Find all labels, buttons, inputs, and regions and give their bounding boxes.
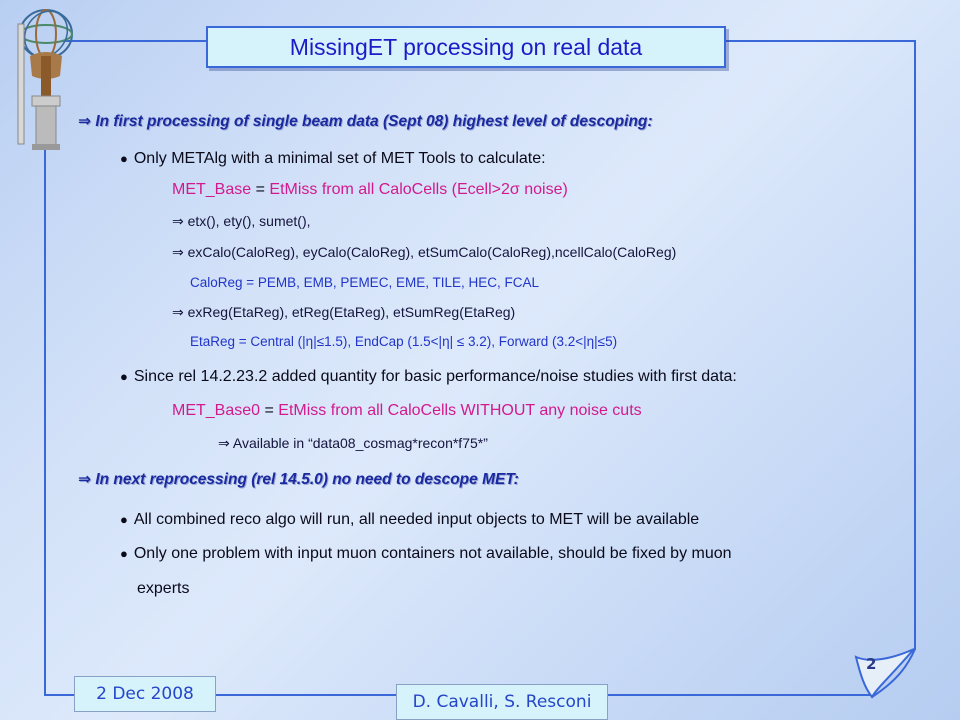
met-base-label: MET_Base [172, 181, 252, 198]
implies-icon: ⇒ [218, 436, 230, 452]
point-2-text: In next reprocessing (rel 14.5.0) no need to descope MET: [95, 471, 519, 488]
bullet-icon: ● [120, 369, 128, 384]
bullet-icon: ● [120, 151, 128, 166]
met-base0-label: MET_Base0 [172, 402, 261, 419]
point-1 [78, 112, 653, 131]
slide-title: MissingET processing on real data [206, 26, 726, 68]
bullet-icon: ● [120, 546, 128, 561]
available-text: Available in “data08_cosmag*recon*f75*” [232, 435, 488, 451]
met-base-desc-post: 2σ noise) [501, 181, 568, 198]
point-1-text: In first processing of single beam data (Sept 08) highest level of descoping: [95, 113, 653, 130]
date-box [74, 676, 216, 712]
page-curl-icon [848, 635, 920, 700]
arrow-reg-text: exReg(EtaReg), etReg(EtaReg), etSumReg(EtaReg) [187, 304, 516, 320]
bullet-4-text: Only one problem with input muon containers not available, should be fixed by muon [133, 545, 732, 562]
greater-icon: > [491, 181, 501, 198]
arrow-line-etx [172, 213, 311, 230]
point-2 [78, 470, 519, 489]
bullet-2 [120, 368, 737, 386]
frame-left-line [44, 150, 46, 695]
etareg-line: EtaReg = Central (|η|≤1.5), EndCap (1.5<|η| ≤ 3.2), Forward (3.2<|η|≤5) [190, 334, 618, 349]
atlas-logo-icon [10, 4, 80, 154]
authors-box [396, 684, 608, 720]
arrow-etx-text: etx(), ety(), sumet(), [187, 213, 311, 229]
bullet-4 [120, 545, 732, 563]
caloreg-line: CaloReg = PEMB, EMB, PEMEC, EME, TILE, HEC, FCAL [190, 275, 539, 290]
implies-icon: ⇒ [78, 470, 91, 488]
met-base-line [172, 181, 568, 199]
bullet-4-continued: experts [137, 580, 190, 597]
arrow-line-reg [172, 304, 515, 321]
bullet-icon: ● [120, 512, 128, 527]
page-number: 2 [866, 655, 877, 673]
arrow-line-calo [172, 244, 676, 261]
frame-right-line [914, 40, 916, 650]
met-base0-desc: EtMiss from all CaloCells WITHOUT any noise cuts [278, 402, 642, 419]
met-base-desc-pre: EtMiss from all CaloCells (Ecell [269, 181, 492, 198]
bullet-1 [120, 150, 546, 168]
date-text: 2 Dec 2008 [96, 684, 194, 704]
authors-text: D. Cavalli, S. Resconi [412, 692, 592, 712]
bullet-3 [120, 511, 699, 529]
met-base0-line [172, 402, 642, 420]
available-line [218, 435, 488, 452]
bullet-3-text: All combined reco algo will run, all needed input objects to MET will be available [133, 511, 700, 528]
bullet-2-text: Since rel 14.2.23.2 added quantity for basic performance/noise studies with first data: [133, 368, 737, 385]
met-base0-equals: = [264, 402, 274, 419]
arrow-calo-text: exCalo(CaloReg), eyCalo(CaloReg), etSumCalo(CaloReg),ncellCalo(CaloReg) [187, 244, 677, 260]
implies-icon: ⇒ [172, 214, 184, 230]
implies-icon: ⇒ [78, 112, 91, 130]
implies-icon: ⇒ [172, 305, 184, 321]
bullet-1-text: Only METAlg with a minimal set of MET Tools to calculate: [133, 150, 546, 167]
met-base-equals: = [255, 181, 265, 198]
implies-icon: ⇒ [172, 245, 184, 261]
